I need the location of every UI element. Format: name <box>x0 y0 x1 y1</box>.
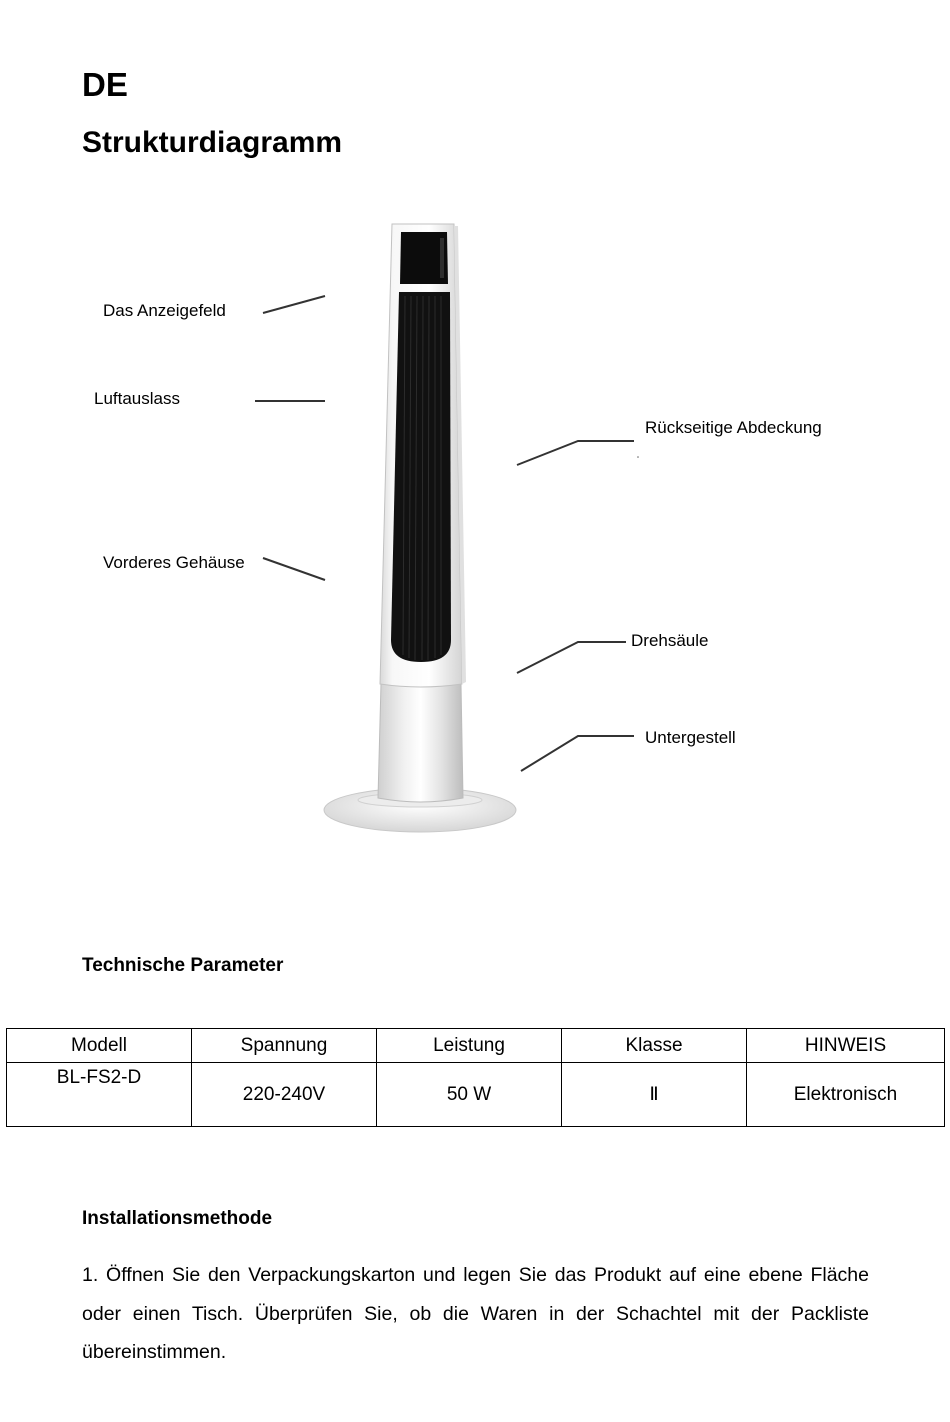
install-heading: Installationsmethode <box>82 1208 273 1229</box>
value-note: Elektronisch <box>747 1063 945 1127</box>
label-base: Untergestell <box>645 728 736 747</box>
structure-diagram <box>0 190 950 870</box>
specs-heading: Technische Parameter <box>82 955 284 976</box>
language-code: DE <box>82 66 128 103</box>
specs-table <box>6 1028 945 1127</box>
label-display-panel: Das Anzeigefeld <box>103 301 226 320</box>
tower-fan-illustration <box>0 190 950 870</box>
label-back-cover: Rückseitige Abdeckung <box>645 418 822 437</box>
air-outlet-grill <box>391 292 451 662</box>
col-class: Klasse <box>562 1029 747 1063</box>
value-class: Ⅱ <box>562 1063 747 1127</box>
value-voltage: 220-240V <box>192 1063 377 1127</box>
page-title: Strukturdiagramm <box>82 126 343 159</box>
col-voltage: Spannung <box>192 1029 377 1063</box>
value-power: 50 W <box>377 1063 562 1127</box>
col-model: Modell <box>7 1029 192 1063</box>
specs-header-row <box>7 1029 945 1063</box>
value-model: BL-FS2-D <box>7 1063 192 1127</box>
label-rotating-column: Drehsäule <box>631 631 709 650</box>
rotating-column <box>378 684 463 802</box>
label-front-housing: Vorderes Gehäuse <box>103 553 245 572</box>
col-note: HINWEIS <box>747 1029 945 1063</box>
specs-value-row <box>7 1063 945 1127</box>
install-step-1: 1. Öffnen Sie den Verpackungskarton und legen Sie das Produkt auf eine ebene Fläche oder einen Tisch. Überprüfen Sie, ob die Waren in der Schachtel mit der Packliste übereinstimmen. <box>82 1264 869 1363</box>
col-power: Leistung <box>377 1029 562 1063</box>
label-air-outlet: Luftauslass <box>94 389 180 408</box>
